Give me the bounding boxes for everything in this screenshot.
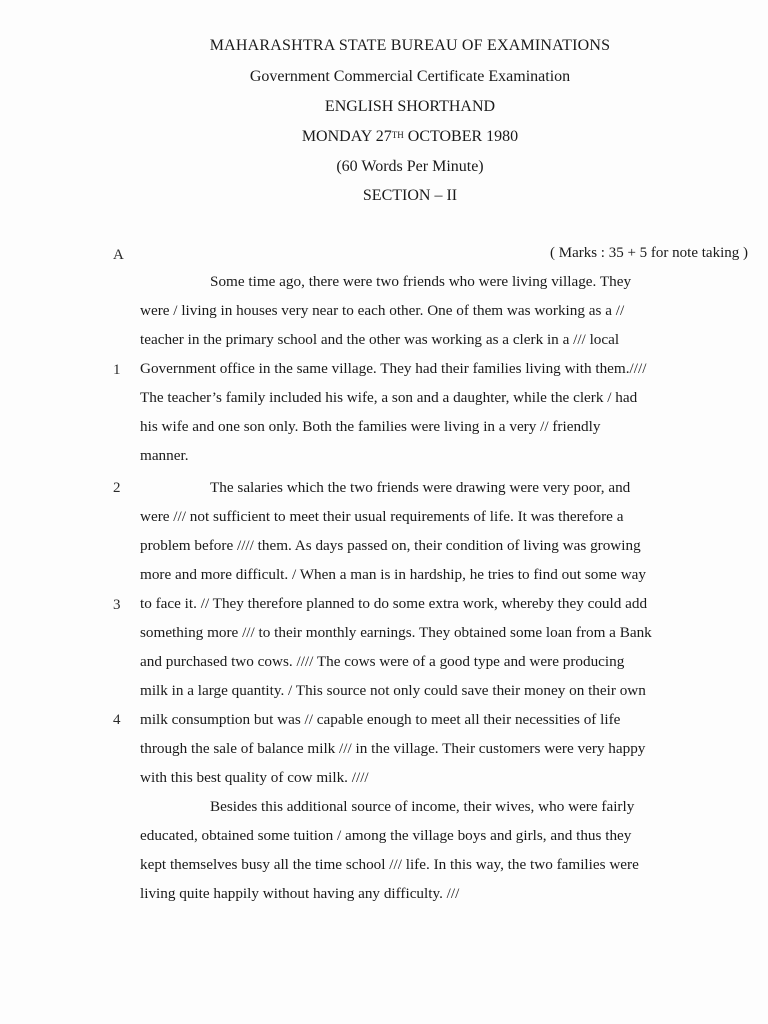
passage-line: milk in a large quantity. / This source not only could save their money on their own <box>140 682 646 699</box>
exam-name: Government Commercial Certificate Examination <box>249 68 571 85</box>
passage-line: The salaries which the two friends were drawing were very poor, and <box>210 479 631 496</box>
passage-line: teacher in the primary school and the other was working as a clerk in a /// local <box>140 331 620 348</box>
speed-note: (60 Words Per Minute) <box>336 158 484 175</box>
margin-marker-a: A <box>113 247 124 263</box>
exam-date <box>0 127 768 147</box>
passage-line: with this best quality of cow milk. //// <box>140 769 369 786</box>
passage-line: and purchased two cows. //// The cows were of a good type and were producing <box>140 653 625 670</box>
passage-line: his wife and one son only. Both the families were living in a very // friendly <box>140 418 601 435</box>
passage-line: educated, obtained some tuition / among the village boys and girls, and thus they <box>140 827 632 844</box>
margin-marker-1: 1 <box>113 362 121 378</box>
passage-line: manner. <box>140 447 189 464</box>
exam-date-suffix: TH <box>391 130 404 140</box>
marks-note: ( Marks : 35 + 5 for note taking ) <box>549 245 748 261</box>
passage-line: kept themselves busy all the time school /// life. In this way, the two families were <box>140 856 639 873</box>
margin-marker-4: 4 <box>113 712 121 728</box>
passage-line: living quite happily without having any difficulty. /// <box>140 885 460 902</box>
passage-line: The teacher’s family included his wife, a son and a daughter, while the clerk / had <box>140 389 638 406</box>
margin-marker-3: 3 <box>113 597 121 613</box>
passage-line: milk consumption but was // capable enough to meet all their necessities of life <box>140 711 621 728</box>
passage-line: something more /// to their monthly earnings. They obtained some loan from a Bank <box>140 624 652 641</box>
passage-line: were / living in houses very near to each other. One of them was working as a // <box>140 302 625 319</box>
passage-line: more and more difficult. / When a man is in hardship, he tries to find out some way <box>140 566 646 583</box>
passage-line: problem before //// them. As days passed on, their condition of living was growing <box>140 537 641 554</box>
passage-line: Besides this additional source of income, their wives, who were fairly <box>210 798 635 815</box>
exam-date-month-year: OCTOBER 1980 <box>403 128 519 145</box>
passage-line: Government office in the same village. They had their families living with them.//// <box>140 360 647 377</box>
section-title: SECTION – II <box>362 187 458 204</box>
passage-line: Some time ago, there were two friends who were living village. They <box>210 273 632 290</box>
margin-marker-2: 2 <box>113 480 121 496</box>
passage-line: through the sale of balance milk /// in the village. Their customers were very happy <box>140 740 646 757</box>
bureau-title: MAHARASHTRA STATE BUREAU OF EXAMINATIONS <box>209 37 611 54</box>
passage-line: to face it. // They therefore planned to do some extra work, whereby they could add <box>140 595 648 612</box>
exam-date-day: MONDAY 27 <box>301 128 392 145</box>
passage-line: were /// not sufficient to meet their usual requirements of life. It was therefore a <box>140 508 624 525</box>
subject-title: ENGLISH SHORTHAND <box>324 98 496 115</box>
